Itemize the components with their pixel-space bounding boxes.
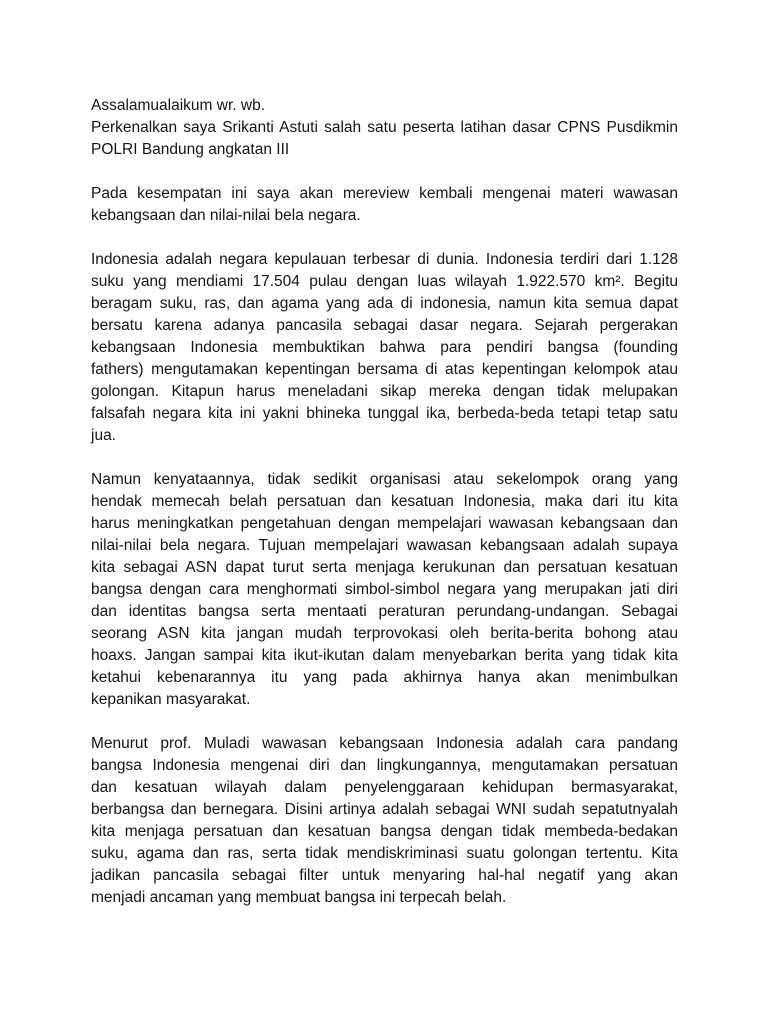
text-line: kebangsaan dan nilai-nilai bela negara. <box>91 207 361 224</box>
text-line: dan identitas bangsa serta mentaati peraturan perundang-undangan. Sebagai <box>91 603 678 620</box>
text-line: dan kesatuan wilayah dalam penyelenggaraan kehidupan bermasyarakat, <box>91 779 678 796</box>
introduction-paragraph <box>91 117 678 161</box>
greeting-line: Assalamualaikum wr. wb. <box>91 97 266 114</box>
text-line: fathers) mengutamakan kepentingan bersama di atas kepentingan kelompok atau <box>91 361 678 378</box>
text-line: jadikan pancasila sebagai filter untuk menyaring hal-hal negatif yang akan <box>91 867 678 884</box>
text-line: jua. <box>91 427 116 444</box>
text-line: POLRI Bandung angkatan III <box>91 141 290 158</box>
text-line: falsafah negara kita ini yakni bhineka tunggal ika, berbeda-beda tetapi tetap satu <box>91 405 678 422</box>
text-line: suku, agama dan ras, serta tidak mendiskriminasi suatu golongan tertentu. Kita <box>91 845 678 862</box>
text-line: kita menjaga persatuan dan kesatuan bangsa dengan tidak membeda-bedakan <box>91 823 678 840</box>
text-line: menjadi ancaman yang membuat bangsa ini terpecah belah. <box>91 889 507 906</box>
review-topic-paragraph <box>91 183 678 227</box>
national-insight-paragraph <box>91 469 678 711</box>
text-line: Perkenalkan saya Srikanti Astuti salah satu peserta latihan dasar CPNS Pusdikmin <box>91 119 678 136</box>
text-line: kebangsaan Indonesia membuktikan bahwa para pendiri bangsa (founding <box>91 339 678 356</box>
text-line: beragam suku, ras, dan agama yang ada di indonesia, namun kita semua dapat <box>91 295 678 312</box>
text-line: golongan. Kitapun harus meneladani sikap mereka dengan tidak melupakan <box>91 383 678 400</box>
text-line: hoaxs. Jangan sampai kita ikut-ikutan dalam menyebarkan berita yang tidak kita <box>91 647 678 664</box>
text-line: nilai-nilai bela negara. Tujuan mempelajari wawasan kebangsaan adalah supaya <box>91 537 678 554</box>
text-line: bangsa Indonesia mengenai diri dan lingkungannya, mengutamakan persatuan <box>91 757 678 774</box>
text-line: Pada kesempatan ini saya akan mereview kembali mengenai materi wawasan <box>91 185 678 202</box>
indonesia-diversity-paragraph <box>91 249 678 447</box>
text-line: Namun kenyataannya, tidak sedikit organisasi atau sekelompok orang yang <box>91 471 678 488</box>
text-line: berbangsa dan bernegara. Disini artinya adalah sebagai WNI sudah sepatutnyalah <box>91 801 678 818</box>
text-line: hendak memecah belah persatuan dan kesatuan Indonesia, maka dari itu kita <box>91 493 678 510</box>
text-line: kita sebagai ASN dapat turut serta menjaga kerukunan dan persatuan kesatuan <box>91 559 678 576</box>
text-line: bangsa dengan cara menghormati simbol-simbol negara yang merupakan jati diri <box>91 581 678 598</box>
text-line: ketahui kebenarannya itu yang pada akhirnya hanya akan menimbulkan <box>91 669 678 686</box>
text-line: suku yang mendiami 17.504 pulau dengan luas wilayah 1.922.570 km². Begitu <box>91 273 678 290</box>
text-line: Menurut prof. Muladi wawasan kebangsaan Indonesia adalah cara pandang <box>91 735 678 752</box>
text-line: Indonesia adalah negara kepulauan terbesar di dunia. Indonesia terdiri dari 1.128 <box>91 251 678 268</box>
text-line: seorang ASN kita jangan mudah terprovokasi oleh berita-berita bohong atau <box>91 625 678 642</box>
text-line: kepanikan masyarakat. <box>91 691 251 708</box>
text-line: bersatu karena adanya pancasila sebagai dasar negara. Sejarah pergerakan <box>91 317 678 334</box>
muladi-definition-paragraph <box>91 733 678 909</box>
text-line: harus meningkatkan pengetahuan dengan mempelajari wawasan kebangsaan dan <box>91 515 678 532</box>
greeting-paragraph <box>91 95 678 117</box>
